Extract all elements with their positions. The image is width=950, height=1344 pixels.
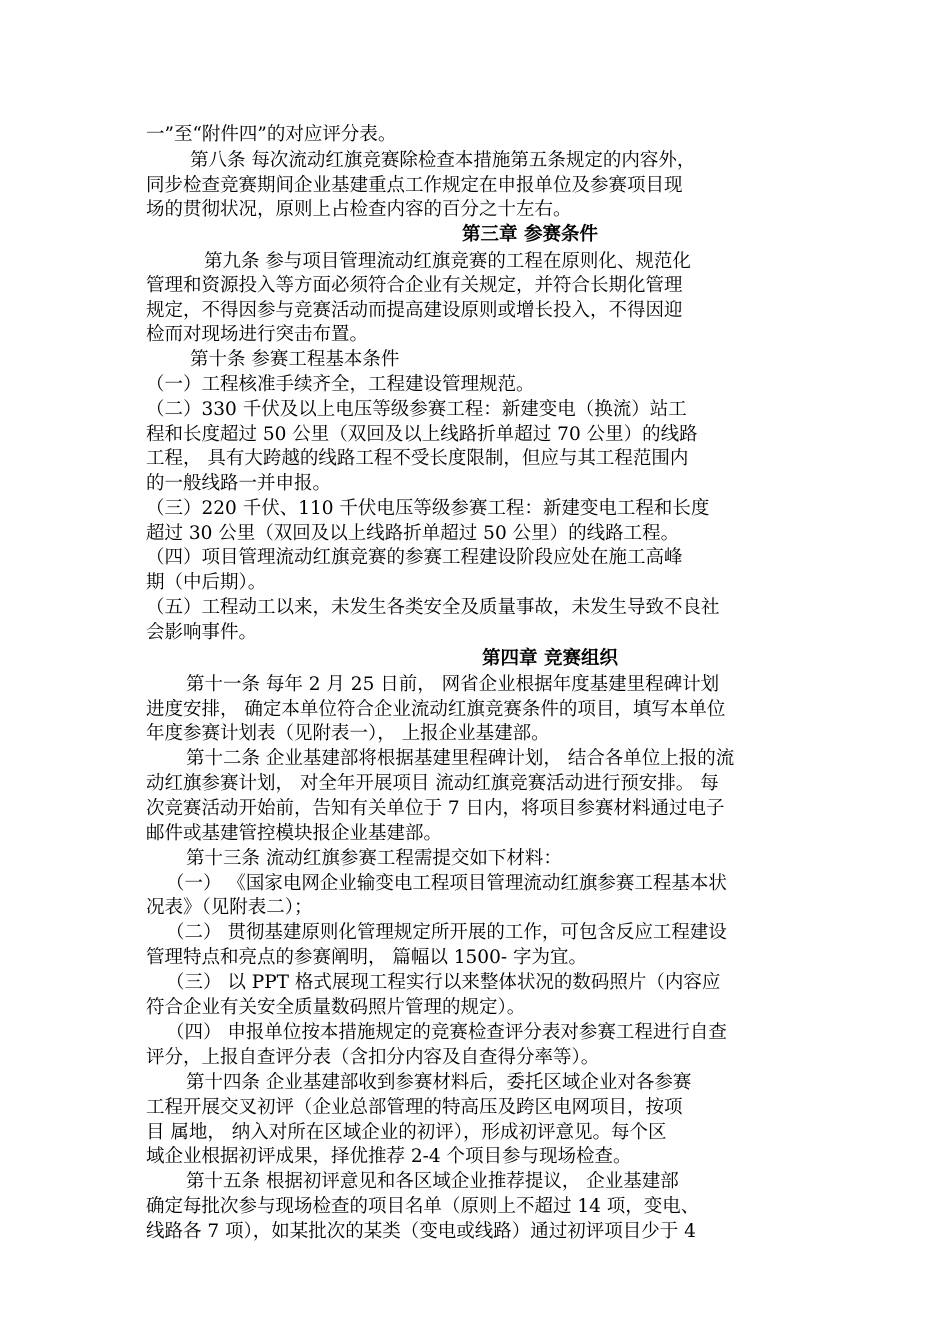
text-line: （一） 《国家电网企业输变电工程项目管理流动红旗参赛工程基本状 [166,873,727,894]
text-line: 第十三条 流动红旗参赛工程需提交如下材料： [186,848,562,869]
text-line: （二） 贯彻基建原则化管理规定所开展的工作，可包含反应工程建设 [166,922,727,943]
text-line: 管理特点和亮点的参赛阐明， 篇幅以 1500- 字为宜。 [146,947,587,968]
text-line: 第九条 参与项目管理流动红旗竞赛的工程在原则化、规范化 [204,251,691,272]
text-line: 超过 30 公里（双回及以上线路折单超过 50 公里）的线路工程。 [146,523,680,544]
text-line: 期（中后期）。 [146,572,267,593]
text-line: 程和长度超过 50 公里（双回及以上线路折单超过 70 公里）的线路 [146,424,698,445]
text-line: 同步检查竞赛期间企业基建重点工作规定在申报单位及参赛项目现 [146,175,683,196]
text-line: 场的贯彻状况，原则上占检查内容的百分之十左右。 [146,199,572,220]
text-line: 工程， 具有大跨越的线路工程不受长度限制，但应与其工程范围内 [146,448,689,469]
text-line: 第十四条 企业基建部收到参赛材料后，委托区域企业对各参赛 [186,1072,692,1093]
text-line: 符合企业有关安全质量数码照片管理的规定）。 [146,997,526,1018]
text-line: 管理和资源投入等方面必须符合企业有关规定，并符合长期化管理 [146,275,683,296]
text-line: 检而对现场进行突击布置。 [146,324,369,345]
text-line: 的一般线路一并申报。 [146,473,332,494]
text-line: 确定每批次参与现场检查的项目名单（原则上不超过 14 项，变电、 [146,1196,700,1217]
text-line: 第十条 参赛工程基本条件 [190,349,400,370]
chapter-heading: 第三章 参赛条件 [462,224,598,245]
text-line: 邮件或基建管控模块报企业基建部。 [146,823,443,844]
text-line: （一）工程核准手续齐全，工程建设管理规范。 [146,374,535,395]
text-line: 第十一条 每年 2 月 25 日前， 网省企业根据年度基建里程碑计划 [186,674,720,695]
text-line: （二）330 千伏及以上电压等级参赛工程：新建变电（换流）站工 [146,399,687,420]
text-line: （四） 申报单位按本措施规定的竞赛检查评分表对参赛工程进行自查 [166,1022,727,1043]
text-line: 一”至“附件四”的对应评分表。 [146,124,397,145]
text-line: （三） 以 PPT 格式展现工程实行以来整体状况的数码照片（内容应 [166,972,721,993]
text-line: 评分，上报自查评分表（含扣分内容及自查得分率等）。 [146,1047,600,1068]
text-line: 况表》（见附表二）； [146,897,313,918]
text-line: 次竞赛活动开始前，告知有关单位于 7 日内，将项目参赛材料通过电子 [146,798,725,819]
text-line: 进度安排， 确定本单位符合企业流动红旗竞赛条件的项目，填写本单位 [146,699,726,720]
text-line: 线路各 7 项），如某批次的某类（变电或线路）通过初评项目少于 4 [146,1221,696,1242]
text-line: （五）工程动工以来，未发生各类安全及质量事故，未发生导致不良社 [146,597,720,618]
text-line: 动红旗参赛计划， 对全年开展项目 流动红旗竞赛活动进行预安排。 每 [146,773,719,794]
text-line: 年度参赛计划表（见附表一）， 上报企业基建部。 [146,723,550,744]
text-line: 规定，不得因参与竞赛活动而提高建设原则或增长投入，不得因迎 [146,300,683,321]
text-line: 域企业根据初评成果，择优推荐 2-4 个项目参与现场检查。 [146,1146,632,1167]
text-line: 第十五条 根据初评意见和各区域企业推荐提议， 企业基建部 [186,1171,679,1192]
text-line: 工程开展交叉初评（企业总部管理的特高压及跨区电网项目，按项 [146,1097,683,1118]
text-line: 目 属地， 纳入对所在区域企业的初评），形成初评意见。每个区 [146,1122,667,1143]
text-line: （四）项目管理流动红旗竞赛的参赛工程建设阶段应处在施工高峰 [146,547,683,568]
text-line: 会影响事件。 [146,622,258,643]
chapter-heading: 第四章 竞赛组织 [482,648,618,669]
text-line: 第八条 每次流动红旗竞赛除检查本措施第五条规定的内容外， [190,150,696,171]
text-line: 第十二条 企业基建部将根据基建里程碑计划， 结合各单位上报的流 [186,748,735,769]
text-line: （三）220 千伏、110 千伏电压等级参赛工程：新建变电工程和长度 [146,498,710,519]
